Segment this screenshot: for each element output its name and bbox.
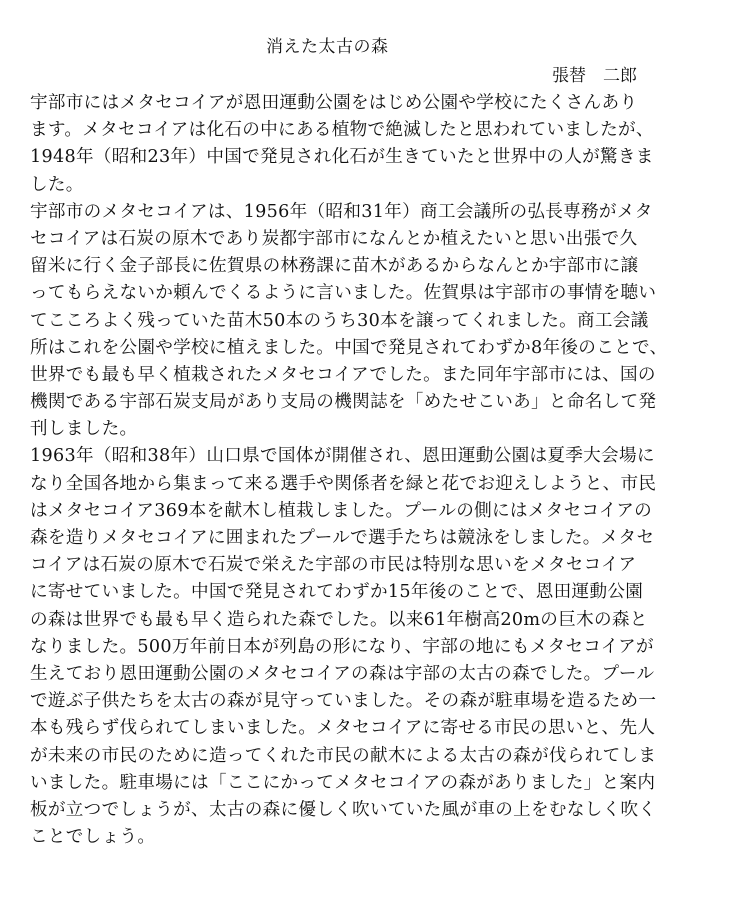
text-line: なりました。500万年前日本が列島の形になり、宇部の地にもメタセコイアが — [30, 636, 654, 657]
text-line: 板が立つでしょうが、太古の森に優しく吹いていた風が車の上をむなしく吹く — [30, 799, 657, 820]
text-line: が未来の市民のために造ってくれた市民の献木による太古の森が伐られてしま — [30, 745, 657, 766]
text-line: 世界でも最も早く植栽されたメタセコイアでした。また同年宇部市には、国の — [30, 364, 656, 385]
text-line: 宇部市のメタセコイアは、1956年（昭和31年）商工会議所の弘長専務がメタ — [30, 201, 653, 222]
text-line: 1963年（昭和38年）山口県で国体が開催され、恩田運動公園は夏季大会場に — [30, 446, 655, 467]
text-line: 宇部市にはメタセコイアが恩田運動公園をはじめ公園や学校にたくさんあり — [30, 93, 638, 113]
text-line: の森は世界でも最も早く造られた森でした。以来61年樹高20mの巨木の森と — [30, 609, 648, 630]
text-line: いました。駐車場には「ここにかってメタセコイアの森がありました」と案内 — [30, 772, 656, 793]
text-line: 刊しました。 — [30, 419, 138, 440]
text-line: 留米に行く金子部長に佐賀県の林務課に苗木があるからなんとか宇部市に譲 — [30, 256, 639, 277]
text-line: コイアは石炭の原木で石炭で栄えた宇部の市民は特別な思いをメタセコイア — [30, 555, 637, 576]
text-line: なり全国各地から集まって来る選手や関係者を緑と花でお迎えしようと、市民 — [30, 473, 657, 494]
text-line: セコイアは石炭の原木であり炭都宇部市になんとか植えたいと思い出張で久 — [30, 228, 638, 249]
text-line: 本も残らず伐られてしまいました。メタセコイアに寄せる市民の思いと、先人 — [30, 718, 656, 739]
text-line: ってもらえないか頼んでくるように言いました。佐賀県は宇部市の事情を聴い — [30, 283, 657, 304]
author-name: 張替 二郎 — [552, 66, 637, 86]
text-line: 所はこれを公園や学校に植えました。中国で発見されてわずか8年後のことで、 — [30, 337, 668, 358]
text-line: 1948年（昭和23年）中国で発見され化石が生きていたと世界中の人が驚きま — [30, 147, 654, 168]
text-line: 機関である宇部石炭支局があり支局の機関誌を「めたせこいあ」と命名して発 — [30, 392, 657, 413]
text-line: に寄せていました。中国で発見されてわずか15年後のことで、恩田運動公園 — [30, 582, 644, 603]
text-line: した。 — [30, 174, 84, 195]
document-title: 消えた太古の森 — [266, 37, 389, 57]
text-line: で遊ぶ子供たちを太古の森が見守っていました。その森が駐車場を造るため一 — [30, 691, 657, 712]
document-body — [30, 90, 720, 851]
text-line: ことでしょう。 — [30, 827, 156, 848]
text-line: 生えており恩田運動公園のメタセコイアの森は宇部の太古の森でした。プール — [30, 663, 655, 684]
text-line: てこころよく残っていた苗木50本のうち30本を譲ってくれました。商工会議 — [30, 310, 649, 331]
text-line: はメタセコイア369本を献木し植栽しました。プールの側にはメタセコイアの — [30, 500, 652, 521]
text-line: 森を造りメタセコイアに囲まれたプールで選手たちは競泳をしました。メタセ — [30, 528, 655, 548]
text-line: ます。メタセコイアは化石の中にある植物で絶滅したと思われていましたが、 — [30, 120, 654, 141]
